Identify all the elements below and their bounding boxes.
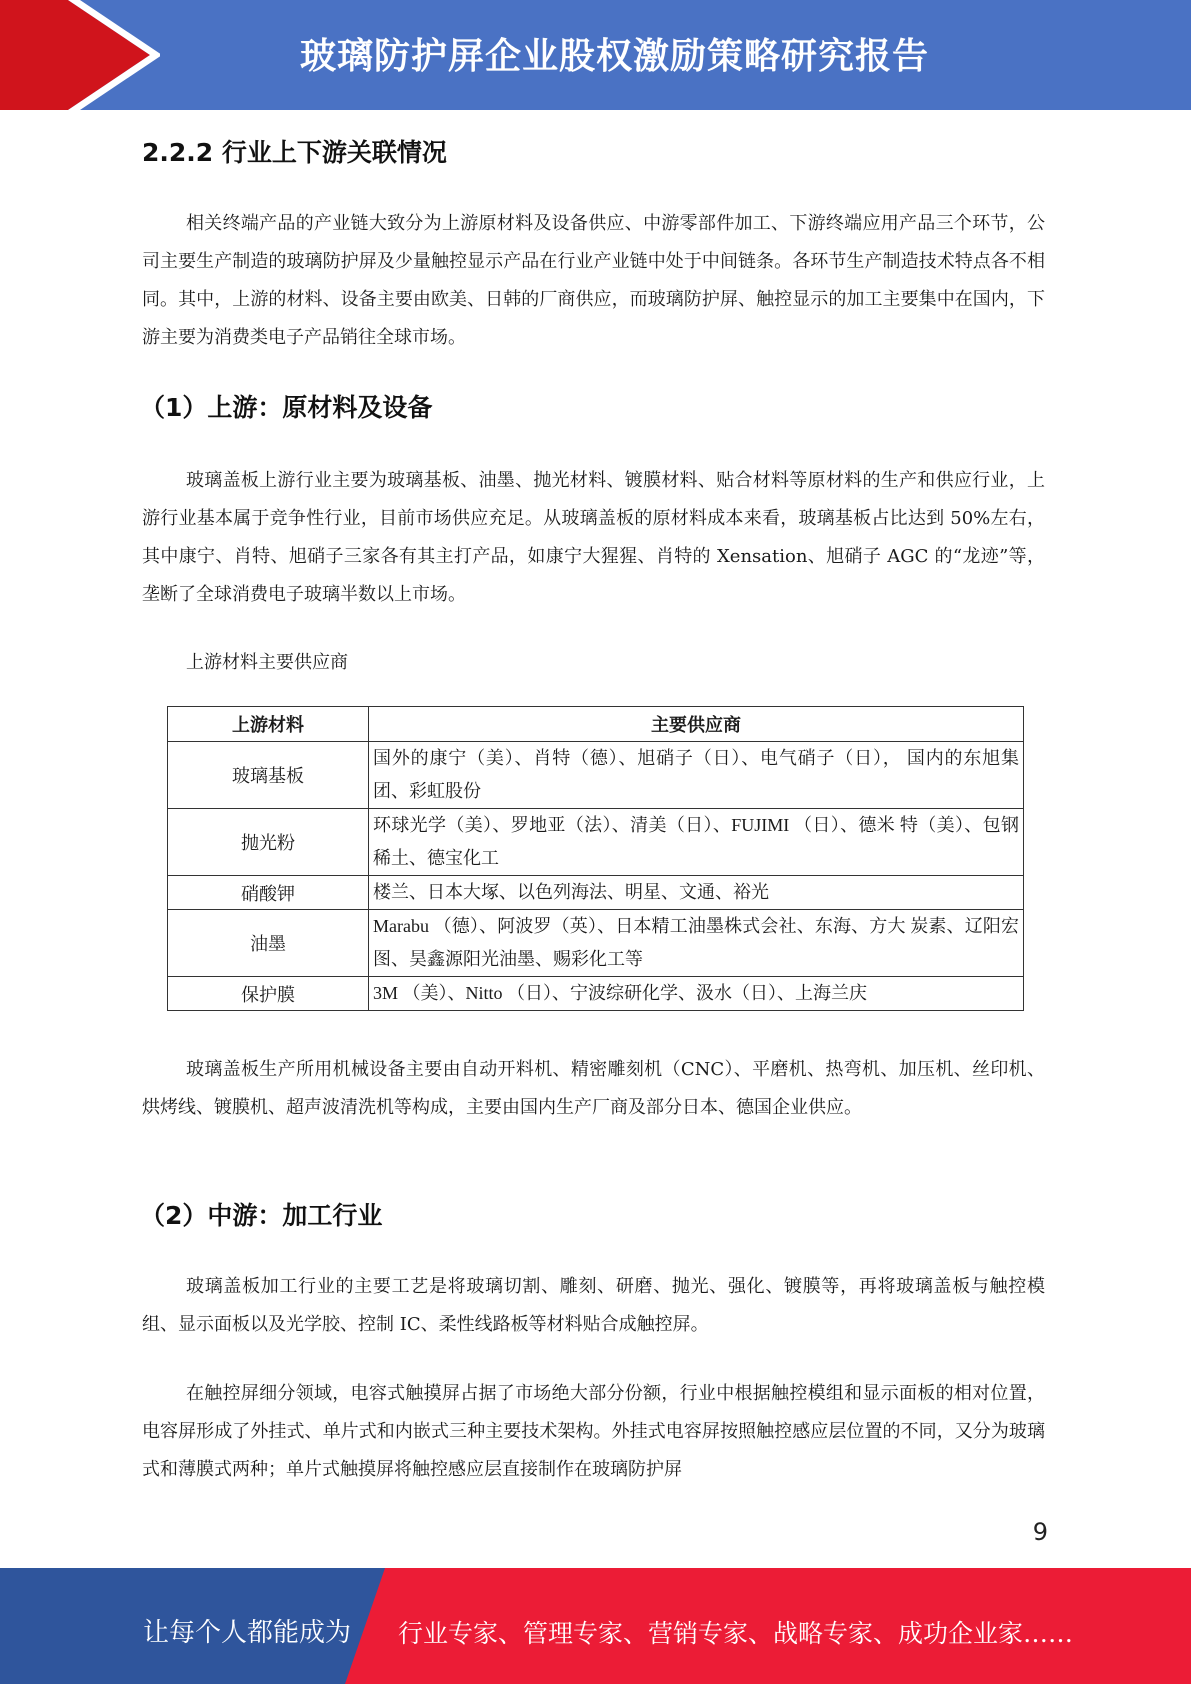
suppliers-cell: 环球光学（美）、罗地亚（法）、清美（日）、FUJIMI （日）、德米 特（美）、包钢稀土、德宝化工 [369, 809, 1024, 876]
suppliers-cell: 3M （美）、Nitto （日）、宁波综研化学、汲水（日）、上海兰庆 [369, 977, 1024, 1011]
table-row [168, 809, 1024, 876]
material-cell: 抛光粉 [168, 809, 369, 876]
midstream-heading: （2）中游：加工行业 [140, 1201, 383, 1230]
suppliers-cell: 国外的康宁（美）、肖特（德）、旭硝子（日）、电气硝子（日）， 国内的东旭集团、彩虹股份 [369, 742, 1024, 809]
header-banner [0, 0, 1191, 110]
midstream-paragraph-1: 玻璃盖板加工行业的主要工艺是将玻璃切割、雕刻、研磨、抛光、强化、镀膜等，再将玻璃盖板与触控模组、显示面板以及光学胶、控制 IC、柔性线路板等材料贴合成触控屏。 [142, 1276, 1045, 1335]
material-cell: 油墨 [168, 910, 369, 977]
upstream-heading: （1）上游：原材料及设备 [140, 393, 433, 422]
footer-slogan-right: 行业专家、管理专家、营销专家、战略专家、成功企业家…… [398, 1619, 1074, 1648]
upstream-paragraph: 玻璃盖板上游行业主要为玻璃基板、油墨、抛光材料、镀膜材料、贴合材料等原材料的生产和供应行业，上游行业基本属于竞争性行业，目前市场供应充足。从玻璃盖板的原材料成本来看，玻璃基板占比达到 50%左右，其中康宁、肖特、旭硝子三家各有其主打产品，如康宁大猩猩、肖特的 Xensation、旭硝子 AGC 的“龙迹”等，垄断了全球消费电子玻璃半数以上市场。 [142, 470, 1045, 605]
supplier-table [167, 706, 1024, 1011]
material-cell: 硝酸钾 [168, 876, 369, 910]
table-row [168, 910, 1024, 977]
table-row [168, 876, 1024, 910]
industry-chain-paragraph: 相关终端产品的产业链大致分为上游原材料及设备供应、中游零部件加工、下游终端应用产品三个环节，公司主要生产制造的玻璃防护屏及少量触控显示产品在行业产业链中处于中间链条。各环节生产制造技术特点各不相同。其中，上游的材料、设备主要由欧美、日韩的厂商供应，而玻璃防护屏、触控显示的加工主要集中在国内，下游主要为消费类电子产品销往全球市场。 [142, 213, 1045, 348]
suppliers-cell: Marabu （德）、阿波罗（英）、日本精工油墨株式会社、东海、方大 炭素、辽阳宏图、昊鑫源阳光油墨、赐彩化工等 [369, 910, 1024, 977]
material-cell: 玻璃基板 [168, 742, 369, 809]
table-row [168, 742, 1024, 809]
table-header-row [168, 707, 1024, 742]
equipment-paragraph: 玻璃盖板生产所用机械设备主要由自动开料机、精密雕刻机（CNC）、平磨机、热弯机、加压机、丝印机、烘烤线、镀膜机、超声波清洗机等构成，主要由国内生产厂商及部分日本、德国企业供应。 [142, 1059, 1045, 1118]
report-title: 玻璃防护屏企业股权激励策略研究报告 [300, 36, 930, 77]
section-heading-2-2-2: 2.2.2 行业上下游关联情况 [142, 138, 447, 167]
footer-slogan-left: 让每个人都能成为 [143, 1618, 352, 1648]
table-header-suppliers: 主要供应商 [369, 707, 1024, 742]
suppliers-cell: 楼兰、日本大塚、以色列海法、明星、文通、裕光 [369, 876, 1024, 910]
table-header-material: 上游材料 [168, 707, 369, 742]
page-number: 9 [1032, 1518, 1048, 1546]
table-row [168, 977, 1024, 1011]
midstream-paragraph-2: 在触控屏细分领域，电容式触摸屏占据了市场绝大部分份额，行业中根据触控模组和显示面板的相对位置，电容屏形成了外挂式、单片式和内嵌式三种主要技术架构。外挂式电容屏按照触控感应层位置的不同，又分为玻璃式和薄膜式两种；单片式触摸屏将触控感应层直接制作在玻璃防护屏 [142, 1383, 1045, 1480]
header-arrow-decoration [0, 0, 160, 110]
table-caption: 上游材料主要供应商 [186, 652, 348, 673]
material-cell: 保护膜 [168, 977, 369, 1011]
